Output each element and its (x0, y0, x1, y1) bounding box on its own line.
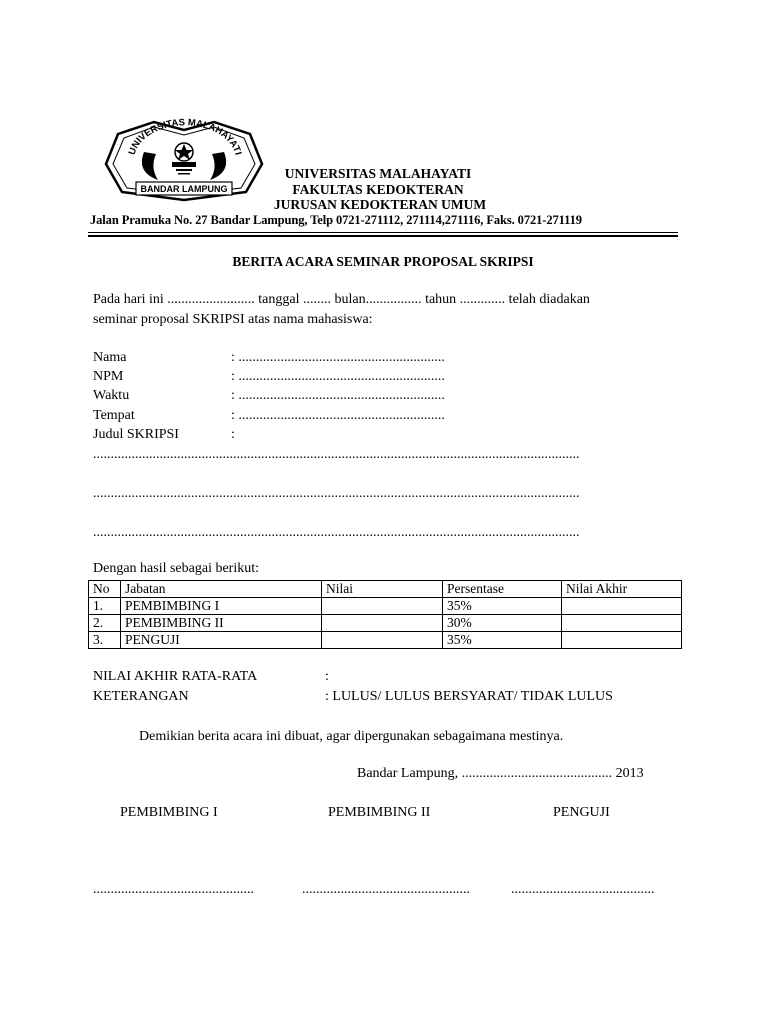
row-nilai (322, 598, 443, 615)
header-address: Jalan Pramuka No. 27 Bandar Lampung, Telp 0721-271112, 271114,271116, Faks. 0721-271119 (90, 213, 582, 227)
title-line-3: ........................................................................................................................................... (93, 525, 580, 540)
field-name-label: Nama (93, 350, 127, 365)
signature-role-advisor-2: PEMBIMBING II (328, 805, 431, 820)
signature-line-advisor-1: .............................................. (93, 882, 254, 897)
field-name-value: : ........................................................... (231, 350, 445, 365)
logo-right-wing (210, 152, 226, 180)
row-jabatan: PEMBIMBING II (121, 615, 322, 632)
row-nilai (322, 632, 443, 649)
row-no: 3. (89, 632, 121, 649)
title-line-2: ........................................................................................................................................... (93, 486, 580, 501)
row-jabatan: PENGUJI (121, 632, 322, 649)
header-department: JURUSAN KEDOKTERAN UMUM (273, 197, 487, 212)
university-logo (96, 114, 272, 204)
signature-line-examiner: ......................................... (511, 882, 655, 897)
remark-value: : LULUS/ LULUS BERSYARAT/ TIDAK LULUS (325, 689, 613, 704)
signature-line-advisor-2: ................................................ (302, 882, 470, 897)
row-jabatan: PEMBIMBING I (121, 598, 322, 615)
page-title: BERITA ACARA SEMINAR PROPOSAL SKRIPSI (232, 254, 534, 269)
average-label: NILAI AKHIR RATA-RATA (93, 669, 258, 684)
header-rule-bottom (88, 235, 678, 237)
header-nilai-akhir: Nilai Akhir (562, 581, 682, 598)
header-university: UNIVERSITAS MALAHAYATI (284, 166, 472, 181)
title-line-1: ........................................................................................................................................... (93, 447, 580, 462)
remark-label: KETERANGAN (93, 689, 189, 704)
field-place-label: Tempat (93, 408, 135, 423)
header-no: No (89, 581, 121, 598)
logo-arc-text: UNIVERSITAS MALAHAYATI (126, 117, 244, 157)
results-table (88, 580, 682, 649)
field-title-value: : (231, 427, 235, 442)
table-row (89, 615, 682, 632)
field-time-value: : ........................................................... (231, 388, 445, 403)
row-persentase: 30% (443, 615, 562, 632)
logo-left-wing (142, 152, 158, 180)
row-persentase: 35% (443, 598, 562, 615)
logo-banner-text: BANDAR LAMPUNG (140, 184, 228, 194)
row-no: 2. (89, 615, 121, 632)
header-jabatan: Jabatan (121, 581, 322, 598)
table-row (89, 598, 682, 615)
row-nilai-akhir (562, 598, 682, 615)
place-date: Bandar Lampung, ........................................... 2013 (357, 766, 644, 781)
field-time-label: Waktu (93, 388, 130, 403)
results-intro: Dengan hasil sebagai berikut: (93, 561, 260, 576)
row-persentase: 35% (443, 632, 562, 649)
field-title-label: Judul SKRIPSI (93, 427, 179, 442)
field-place-value: : ........................................................... (231, 408, 445, 423)
row-nilai (322, 615, 443, 632)
field-npm-value: : ........................................................... (231, 369, 445, 384)
table-header-row (89, 581, 682, 598)
header-rule-top (88, 232, 678, 233)
field-npm-label: NPM (93, 369, 124, 384)
header-faculty: FAKULTAS KEDOKTERAN (292, 182, 464, 197)
intro-line-1: Pada hari ini ......................... tanggal ........ bulan................ tahun ............. telah diadakan (93, 292, 590, 307)
row-nilai-akhir (562, 615, 682, 632)
signature-role-examiner: PENGUJI (553, 805, 610, 820)
intro-line-2: seminar proposal SKRIPSI atas nama mahasiswa: (93, 312, 373, 327)
header-nilai: Nilai (322, 581, 443, 598)
row-no: 1. (89, 598, 121, 615)
closing-statement: Demikian berita acara ini dibuat, agar dipergunakan sebagaimana mestinya. (139, 729, 564, 744)
header-persentase: Persentase (443, 581, 562, 598)
table-row (89, 632, 682, 649)
row-nilai-akhir (562, 632, 682, 649)
signature-role-advisor-1: PEMBIMBING I (120, 805, 218, 820)
average-value: : (325, 669, 329, 684)
